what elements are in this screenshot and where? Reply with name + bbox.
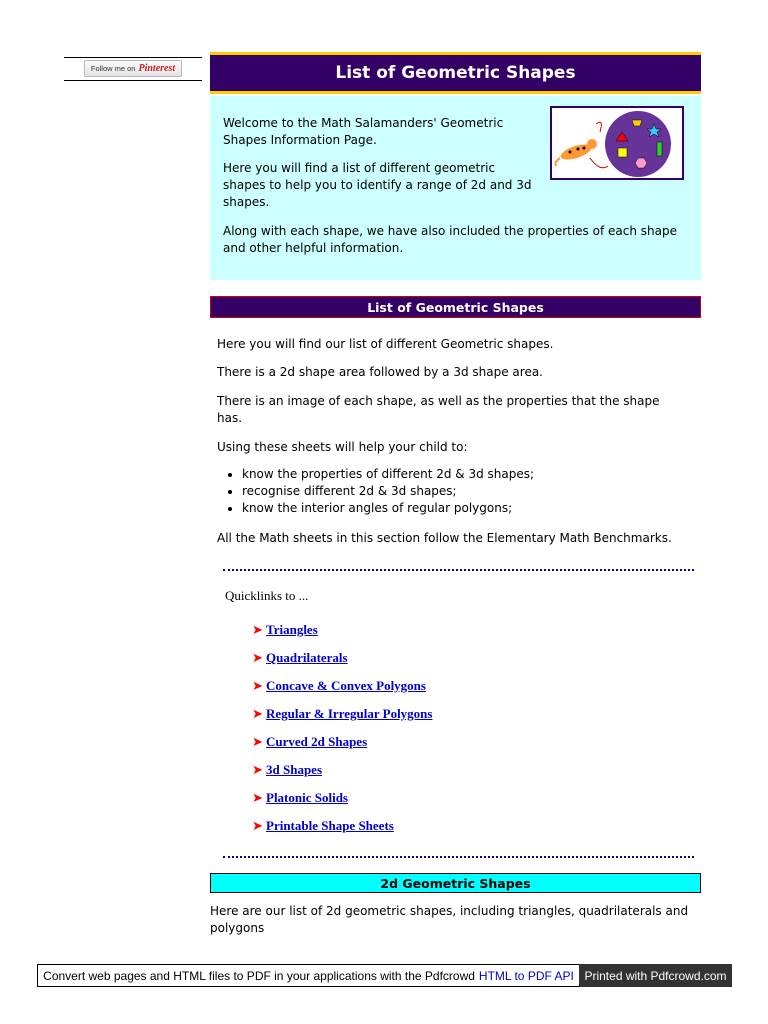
section-heading-2d: 2d Geometric Shapes <box>210 873 701 893</box>
page-title: List of Geometric Shapes <box>335 63 576 83</box>
html-to-pdf-link[interactable]: HTML to PDF API <box>478 968 574 983</box>
page-header <box>210 52 701 94</box>
arrow-icon: ➤ <box>252 706 263 721</box>
arrow-icon: ➤ <box>252 622 263 637</box>
quicklink-quadrilaterals[interactable]: Quadrilaterals <box>266 650 348 665</box>
quicklink-item <box>252 817 432 845</box>
arrow-icon: ➤ <box>252 734 263 749</box>
pinterest-follow-label: Follow me on <box>90 64 136 73</box>
pinterest-follow-button[interactable] <box>84 60 182 77</box>
intro-box <box>210 96 701 280</box>
list-item: • know the interior angles of regular polygons; <box>242 500 534 517</box>
pdfcrowd-badge[interactable]: Printed with Pdfcrowd.com <box>579 964 732 987</box>
benefits-list <box>226 466 534 517</box>
arrow-icon: ➤ <box>252 678 263 693</box>
quicklink-item <box>252 705 432 733</box>
list-item: • know the properties of different 2d & 3d shapes; <box>242 466 534 483</box>
intro-properties-text: Along with each shape, we have also included the properties of each shape and other helpful information. <box>223 224 677 255</box>
quicklink-curved-2d[interactable]: Curved 2d Shapes <box>266 734 368 749</box>
quicklink-item <box>252 649 432 677</box>
quicklink-item <box>252 761 432 789</box>
quicklink-item <box>252 733 432 761</box>
section2-text: Here are our list of 2d geometric shapes, including triangles, quadrilaterals and polygons <box>210 904 689 935</box>
salamander-shapes-image <box>550 106 684 180</box>
section1-text-3: There is an image of each shape, as well as the properties that the shape has. <box>217 394 660 425</box>
quicklink-triangles[interactable]: Triangles <box>266 622 318 637</box>
footer-text: Convert web pages and HTML files to PDF in your applications with the Pdfcrowd <box>43 968 475 983</box>
quicklink-regular-irregular[interactable]: Regular & Irregular Polygons <box>266 706 433 721</box>
quicklinks-list <box>252 621 432 845</box>
benchmarks-text: All the Math sheets in this section follow the Elementary Math Benchmarks. <box>217 531 672 545</box>
left-divider-bottom <box>64 80 202 81</box>
list-item: • recognise different 2d & 3d shapes; <box>242 483 534 500</box>
intro-welcome-text: Welcome to the Math Salamanders' Geometric Shapes Information Page. <box>223 116 504 147</box>
arrow-icon: ➤ <box>252 790 263 805</box>
intro-list-text: Here you will find a list of different geometric shapes to help you to identify a range of 2d and 3d shapes. <box>223 161 532 209</box>
quicklink-item <box>252 677 432 705</box>
section-heading-list: List of Geometric Shapes <box>210 296 701 318</box>
quicklink-3d-shapes[interactable]: 3d Shapes <box>266 762 322 777</box>
section1-text-1: Here you will find our list of different Geometric shapes. <box>217 337 554 351</box>
arrow-icon: ➤ <box>252 650 263 665</box>
quicklink-item <box>252 621 432 649</box>
section1-text-4: Using these sheets will help your child to: <box>217 440 468 454</box>
section1-text-2: There is a 2d shape area followed by a 3d shape area. <box>217 365 543 379</box>
quicklink-concave-convex[interactable]: Concave & Convex Polygons <box>266 678 426 693</box>
arrow-icon: ➤ <box>252 762 263 777</box>
quicklink-platonic-solids[interactable]: Platonic Solids <box>266 790 348 805</box>
pdfcrowd-footer <box>37 964 732 987</box>
left-divider-top <box>64 57 202 58</box>
quicklinks-label: Quicklinks to ... <box>225 588 309 603</box>
quicklinks-divider-bottom <box>223 856 694 858</box>
footer-message <box>37 964 579 987</box>
arrow-icon: ➤ <box>252 818 263 833</box>
quicklink-item <box>252 789 432 817</box>
quicklink-printable-sheets[interactable]: Printable Shape Sheets <box>266 818 394 833</box>
pinterest-logo: Pinterest <box>138 63 176 74</box>
quicklinks-divider-top <box>223 569 694 571</box>
